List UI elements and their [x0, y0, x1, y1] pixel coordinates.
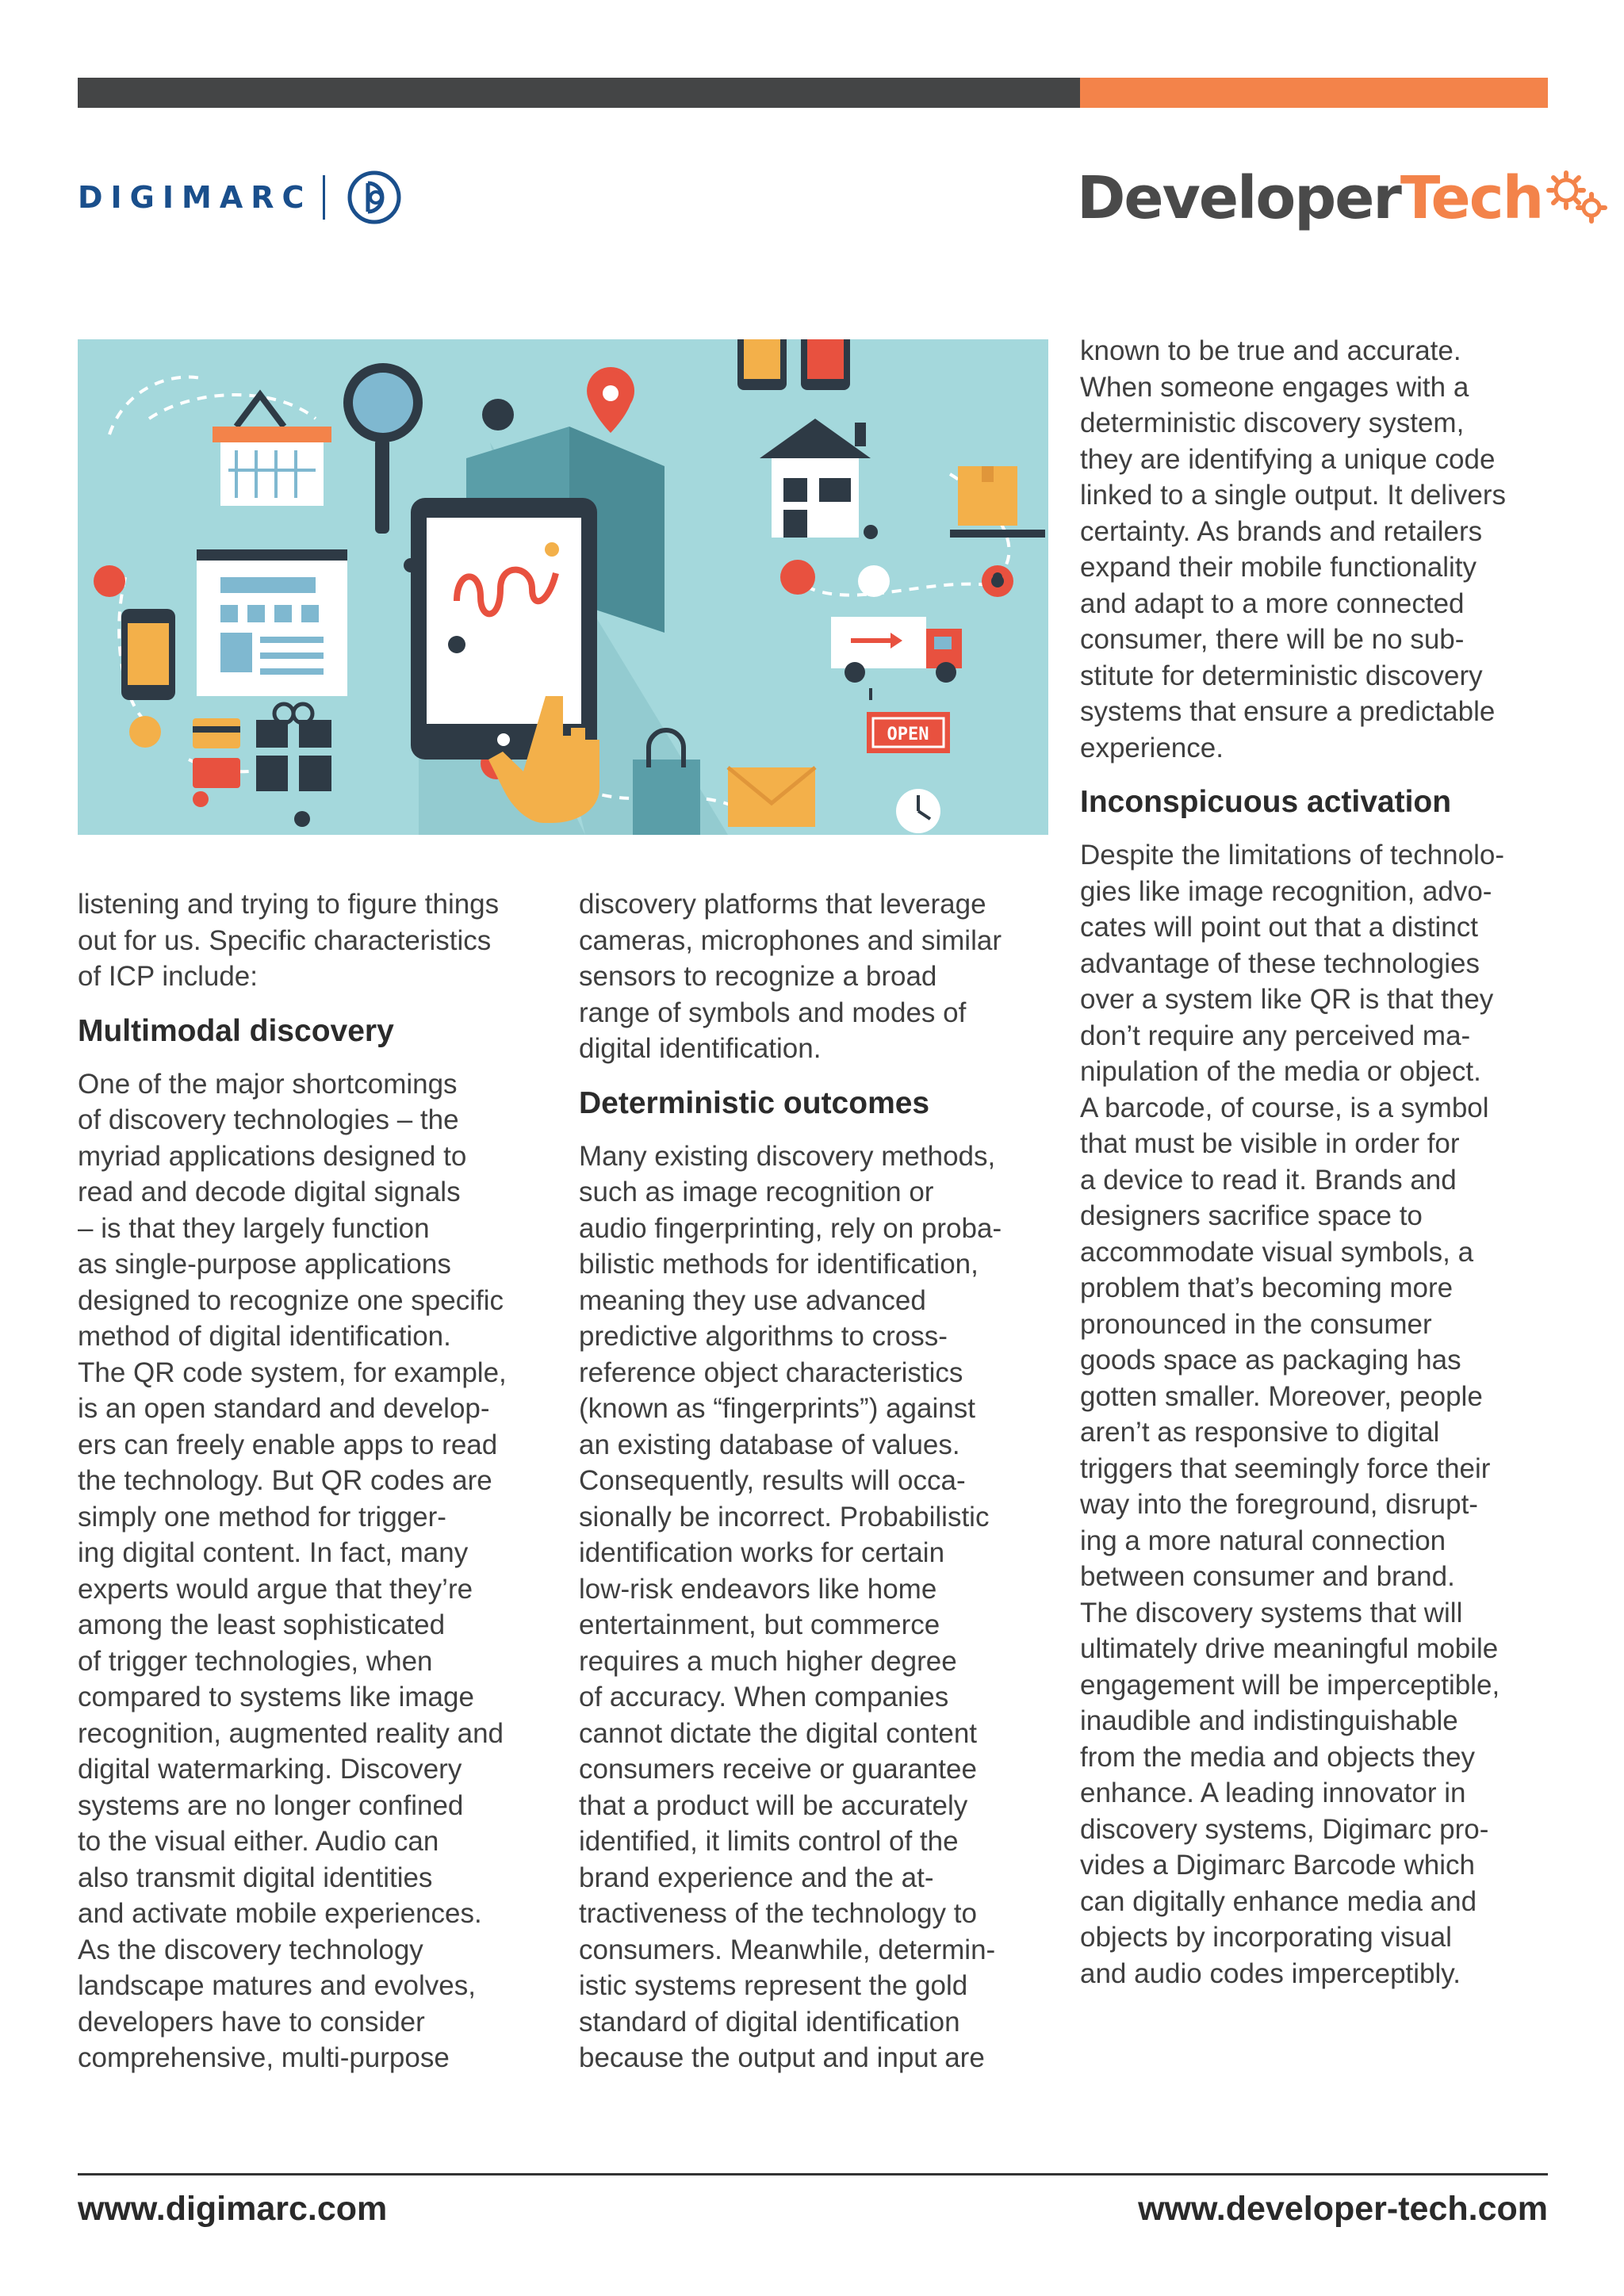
text-line: cates will point out that a distinct: [1080, 912, 1478, 943]
text-line: as single-purpose applications: [78, 1249, 451, 1280]
text-line: meaning they use advanced: [579, 1284, 926, 1316]
text-line: systems are no longer confined: [78, 1789, 464, 1821]
column-2-intro: [579, 886, 1055, 1067]
text-line: known to be true and accurate.: [1080, 335, 1461, 366]
text-line: the technology. But QR codes are: [78, 1465, 492, 1496]
text-line: identification works for certain: [579, 1537, 945, 1568]
text-line: expand their mobile functionality: [1080, 552, 1477, 583]
text-line: such as image recognition or: [579, 1177, 934, 1207]
text-line: objects by incorporating visual: [1080, 1922, 1452, 1953]
text-line: predictive algorithms to cross-: [579, 1321, 948, 1352]
text-line: The QR code system, for example,: [78, 1357, 507, 1388]
text-line: gies like image recognition, advo-: [1080, 875, 1492, 907]
text-line: deterministic discovery system,: [1080, 408, 1465, 438]
heading-inconspicuous-activation: Inconspicuous activation: [1080, 785, 1452, 819]
gears-icon: [1542, 166, 1614, 230]
text-line: discovery systems, Digimarc pro-: [1080, 1813, 1489, 1845]
text-line: cameras, microphones and similar: [579, 924, 1002, 956]
digimarc-logo-text: DIGIMARC: [78, 180, 312, 215]
text-line: discovery platforms that leverage: [579, 889, 986, 920]
text-line: and audio codes imperceptibly.: [1080, 1957, 1461, 1989]
clock-icon: [896, 789, 940, 833]
text-line: can digitally enhance media and: [1080, 1885, 1477, 1917]
text-line: One of the major shortcomings: [78, 1068, 458, 1100]
text-line: between consumer and brand.: [1080, 1561, 1455, 1592]
text-line: entertainment, but commerce: [579, 1609, 940, 1640]
developertech-logo: [1077, 159, 1614, 238]
mobile-phone-icon: [121, 609, 175, 700]
column-3-body: [1080, 837, 1556, 1992]
text-line: because the output and input are: [579, 2042, 985, 2073]
text-line: recognition, augmented reality and: [78, 1717, 504, 1749]
text-line: Consequently, results will occa-: [579, 1465, 966, 1496]
open-sign-text: OPEN: [887, 725, 929, 744]
text-line: certainty. As brands and retailers: [1080, 515, 1483, 547]
text-line: of discovery technologies – the: [78, 1104, 459, 1135]
text-line: way into the foreground, disrupt-: [1080, 1489, 1478, 1520]
text-line: read and decode digital signals: [78, 1177, 461, 1207]
text-line: (known as “fingerprints”) against: [579, 1393, 975, 1424]
text-line: developers have to consider: [78, 2006, 425, 2038]
text-line: reference object characteristics: [579, 1357, 963, 1388]
text-line: sionally be incorrect. Probabilistic: [579, 1501, 990, 1533]
text-line: – is that they largely function: [78, 1212, 430, 1244]
text-line: out for us. Specific characteristics: [78, 924, 492, 956]
text-line: designed to recognize one specific: [78, 1284, 504, 1316]
hero-illustration: [78, 339, 1048, 835]
text-line: that must be visible in order for: [1080, 1128, 1460, 1159]
text-line: stitute for deterministic discovery: [1080, 660, 1483, 691]
text-line: gotten smaller. Moreover, people: [1080, 1380, 1483, 1412]
text-line: digital watermarking. Discovery: [78, 1754, 462, 1785]
text-line: As the discovery technology: [78, 1934, 423, 1965]
text-line: and activate mobile experiences.: [78, 1898, 482, 1929]
text-line: engagement will be imperceptible,: [1080, 1669, 1500, 1701]
text-line: audio fingerprinting, rely on proba-: [579, 1212, 1002, 1244]
text-line: they are identifying a unique code: [1080, 443, 1496, 475]
text-line: tractiveness of the technology to: [579, 1898, 977, 1929]
text-line: don’t require any perceived ma-: [1080, 1020, 1471, 1051]
text-line: goods space as packaging has: [1080, 1345, 1461, 1376]
text-line: experience.: [1080, 732, 1224, 763]
developertech-logo-developer: Developer: [1077, 164, 1400, 232]
text-line: sensors to recognize a broad: [579, 961, 937, 992]
text-line: is an open standard and develop-: [78, 1393, 490, 1424]
text-line: linked to a single output. It delivers: [1080, 480, 1506, 511]
webpage-icon: [197, 549, 347, 696]
column-3-intro: [1080, 333, 1556, 766]
text-line: that a product will be accurately: [579, 1789, 968, 1821]
column-1-body: [78, 1066, 553, 2076]
text-line: inaudible and indistinguishable: [1080, 1705, 1458, 1736]
text-line: Many existing discovery methods,: [579, 1140, 996, 1172]
text-line: listening and trying to figure things: [78, 889, 500, 920]
text-line: identified, it limits control of the: [579, 1826, 959, 1857]
text-line: pronounced in the consumer: [1080, 1308, 1432, 1340]
text-line: consumers receive or guarantee: [579, 1754, 977, 1785]
footer-link-developer-tech[interactable]: www.developer-tech.com: [1138, 2190, 1548, 2228]
text-line: accommodate visual symbols, a: [1080, 1236, 1474, 1268]
text-line: A barcode, of course, is a symbol: [1080, 1092, 1489, 1123]
text-line: vides a Digimarc Barcode which: [1080, 1850, 1475, 1881]
text-line: comprehensive, multi-purpose: [78, 2042, 450, 2073]
text-line: problem that’s becoming more: [1080, 1272, 1454, 1303]
text-line: cannot dictate the digital content: [579, 1717, 978, 1749]
text-line: low-risk endeavors like home: [579, 1573, 937, 1605]
text-line: consumers. Meanwhile, determin-: [579, 1934, 996, 1965]
text-line: of ICP include:: [78, 961, 258, 992]
text-line: The discovery systems that will: [1080, 1597, 1463, 1628]
text-line: enhance. A leading innovator in: [1080, 1777, 1466, 1808]
text-line: designers sacrifice space to: [1080, 1200, 1423, 1231]
text-line: ing a more natural connection: [1080, 1525, 1446, 1556]
text-line: of trigger technologies, when: [78, 1645, 433, 1677]
column-3: [1080, 333, 1556, 1992]
text-line: ing digital content. In fact, many: [78, 1537, 469, 1568]
text-line: range of symbols and modes of: [579, 997, 967, 1028]
header-bar-orange: [1080, 78, 1548, 108]
text-line: nipulation of the media or object.: [1080, 1056, 1481, 1087]
text-line: brand experience and the at-: [579, 1862, 934, 1893]
text-line: a device to read it. Brands and: [1080, 1164, 1457, 1196]
text-line: from the media and objects they: [1080, 1741, 1476, 1773]
text-line: also transmit digital identities: [78, 1862, 433, 1893]
text-line: aren’t as responsive to digital: [1080, 1417, 1440, 1448]
text-line: When someone engages with a: [1080, 371, 1469, 403]
text-line: ultimately drive meaningful mobile: [1080, 1633, 1499, 1664]
text-line: systems that ensure a predictable: [1080, 696, 1496, 727]
text-line: and adapt to a more connected: [1080, 587, 1465, 619]
text-line: myriad applications designed to: [78, 1140, 467, 1172]
text-line: landscape matures and evolves,: [78, 1970, 476, 2001]
text-line: an existing database of values.: [579, 1429, 960, 1460]
text-line: triggers that seemingly force their: [1080, 1452, 1491, 1484]
text-line: istic systems represent the gold: [579, 1970, 968, 2001]
column-2-body: [579, 1138, 1055, 2076]
header-bar-dark: [78, 78, 1080, 108]
tablet-icon: [411, 498, 597, 760]
column-1: [78, 886, 553, 2076]
text-line: experts would argue that they’re: [78, 1573, 473, 1605]
heading-multimodal-discovery: Multimodal discovery: [78, 1013, 394, 1048]
text-line: compared to systems like image: [78, 1682, 474, 1712]
text-line: Despite the limitations of technolo-: [1080, 840, 1504, 871]
logo-divider: [323, 175, 325, 220]
envelope-icon: [728, 767, 815, 827]
digimarc-logo: [78, 170, 403, 225]
text-line: among the least sophisticated: [78, 1609, 446, 1640]
text-line: advantage of these technologies: [1080, 947, 1480, 979]
text-line: of accuracy. When companies: [579, 1682, 949, 1712]
text-line: simply one method for trigger-: [78, 1501, 446, 1533]
digimarc-mark-icon: [346, 169, 403, 226]
developertech-logo-tech: Tech: [1400, 164, 1543, 232]
text-line: bilistic methods for identification,: [579, 1249, 979, 1280]
text-line: method of digital identification.: [78, 1321, 451, 1352]
footer-divider: [78, 2173, 1548, 2175]
text-line: to the visual either. Audio can: [78, 1826, 439, 1857]
text-line: ers can freely enable apps to read: [78, 1429, 498, 1460]
footer-link-digimarc[interactable]: www.digimarc.com: [78, 2190, 388, 2228]
text-line: standard of digital identification: [579, 2006, 960, 2038]
column-2: [579, 886, 1055, 2076]
text-line: requires a much higher degree: [579, 1645, 957, 1677]
column-1-intro: [78, 886, 553, 995]
text-line: digital identification.: [579, 1033, 822, 1064]
heading-deterministic-outcomes: Deterministic outcomes: [579, 1085, 930, 1120]
text-line: consumer, there will be no sub-: [1080, 624, 1465, 655]
text-line: over a system like QR is that they: [1080, 984, 1494, 1015]
